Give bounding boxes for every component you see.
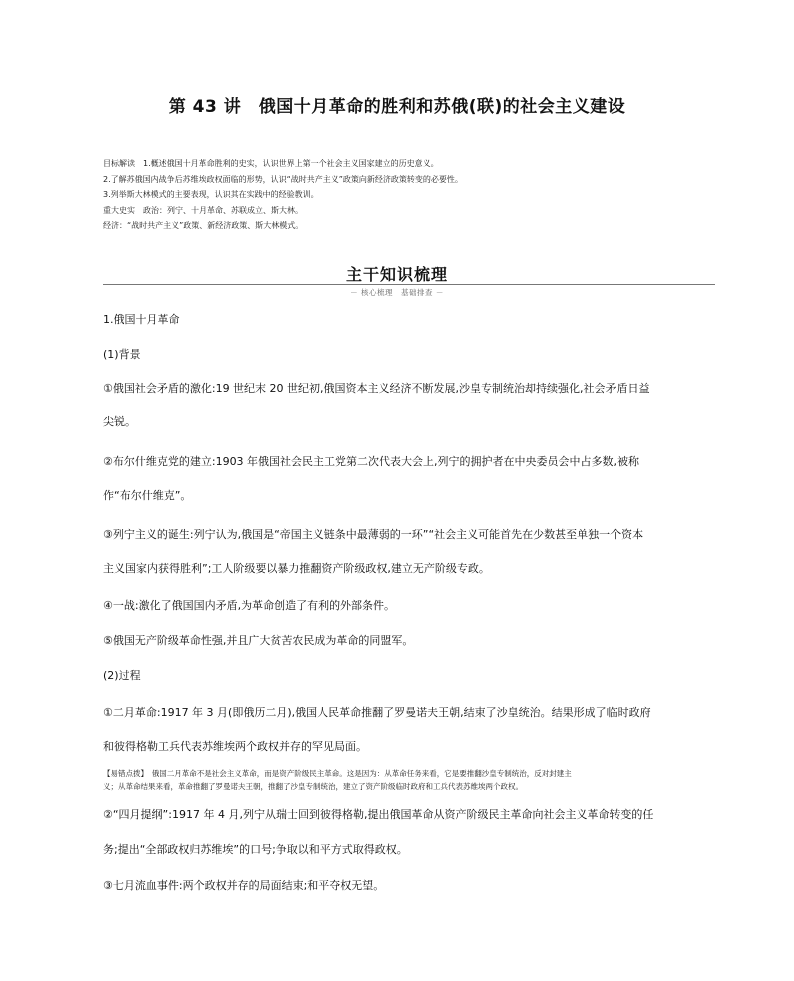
goal-line: 经济：“战时共产主义”政策、新经济政策、斯大林模式。 [103,221,304,230]
background-item-1: ①俄国社会矛盾的激化:19 世纪末 20 世纪初,俄国资本主义经济不断发展,沙皇专制统治却持续强化,社会矛盾日益 [103,382,650,395]
process-item-2: ②“四月提纲”:1917 年 4 月,列宁从瑞士回到彼得格勒,提出俄国革命从资产阶级民主革命向社会主义革命转变的任 [103,808,654,821]
background-item-4: ④一战:激化了俄国国内矛盾,为革命创造了有利的外部条件。 [103,599,396,612]
background-item-2: ②布尔什维克党的建立:1903 年俄国社会民主工党第二次代表大会上,列宁的拥护者在中央委员会中占多数,被称 [103,455,640,468]
section-divider [103,284,715,285]
background-item-2-cont: 作“布尔什维克”。 [103,489,192,502]
topic-heading: 1.俄国十月革命 [103,313,180,326]
goal-line: 重大史实 政治：列宁、十月革命、苏联成立、斯大林。 [103,205,303,215]
goal-line: 目标解读 1.概述俄国十月革命胜利的史实，认识世界上第一个社会主义国家建立的历史意义。 [103,159,439,168]
background-item-3: ③列宁主义的诞生:列宁认为,俄国是“帝国主义链条中最薄弱的一环”“社会主义可能首先在少数甚至单独一个资本 [103,528,644,541]
process-item-2-cont: 务;提出“全部政权归苏维埃”的口号;争取以和平方式取得政权。 [103,843,408,856]
lecture-title: 第 43 讲 俄国十月革命的胜利和苏俄(联)的社会主义建设 [168,97,626,117]
process-item-1-cont: 和彼得格勒工兵代表苏维埃两个政权并存的罕见局面。 [103,740,367,753]
section-heading: 主干知识梳理 [345,265,448,284]
learning-goals [103,156,703,234]
goal-line: 3.列举斯大林模式的主要表现，认识其在实践中的经验教训。 [103,190,319,199]
process-item-3: ③七月流血事件:两个政权并存的局面结束;和平夺权无望。 [103,879,385,892]
goal-line: 2.了解苏俄国内战争后苏维埃政权面临的形势，认识“战时共产主义”政策向新经济政策转变的必要性。 [103,174,463,184]
background-item-1-cont: 尖锐。 [103,415,136,428]
error-tip-note: 【易错点拨】 俄国二月革命不是社会主义革命，而是资产阶级民主革命。这是因为：从革命任务来看，它是要推翻沙皇专制统治，反对封建主 [103,769,572,778]
background-item-3-cont: 主义国家内获得胜利”;工人阶级要以暴力推翻资产阶级政权,建立无产阶级专政。 [103,562,490,575]
subtopic-process: (2)过程 [103,669,141,682]
error-tip-note-cont: 义；从革命结果来看，革命推翻了罗曼诺夫王朝，推翻了沙皇专制统治，建立了资产阶级临时政府和工兵代表苏维埃两个政权。 [103,782,523,791]
process-item-1: ①二月革命:1917 年 3 月(即俄历二月),俄国人民革命推翻了罗曼诺夫王朝,结束了沙皇统治。结果形成了临时政府 [103,706,651,719]
background-item-5: ⑤俄国无产阶级革命性强,并且广大贫苦农民成为革命的同盟军。 [103,634,414,647]
section-subheading: － 核心梳理 基础排查 － [350,288,444,297]
subtopic-background: (1)背景 [103,348,141,361]
